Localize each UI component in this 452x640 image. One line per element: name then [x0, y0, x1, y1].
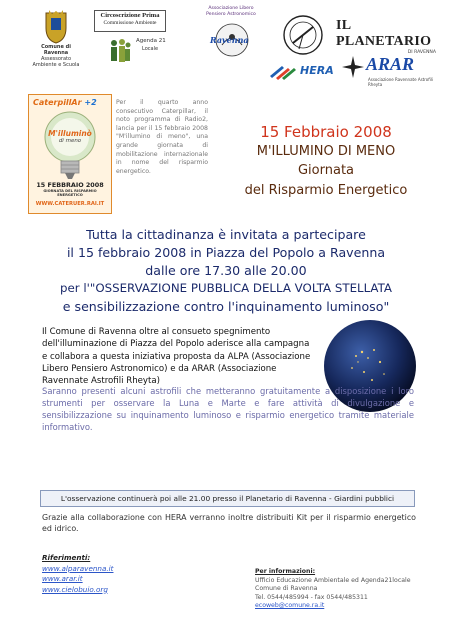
alpa-logo: [196, 6, 268, 74]
reference-link[interactable]: www.arar.it: [42, 574, 83, 583]
planetario-emblem: [278, 10, 328, 60]
comune-logo: [30, 10, 82, 68]
arar-wordmark: ARAR: [366, 54, 415, 74]
event-date: 15 Febbraio 2008: [260, 123, 392, 141]
references: [42, 553, 162, 595]
reference-link[interactable]: www.cielobuio.org: [42, 584, 108, 594]
info-line-3: Tel. 0544/485994 - fax 0544/485311: [255, 593, 368, 601]
circoscrizione-title: Circoscrizione Prima: [100, 12, 160, 19]
invitation-line-3: dalle ore 17.30 alle 20.00: [145, 263, 307, 278]
caterpillar-brand: [33, 98, 97, 107]
arar-sub: Associazione Ravennate Astrofili Rheyta: [368, 77, 433, 87]
info-email[interactable]: ecoweb@comune.ra.it: [255, 602, 325, 610]
event-name: M'ILLUMINO DI MENO: [256, 144, 396, 159]
caterpillar-description: Per il quarto anno consecutivo Caterpillar, il noto programma di Radio2, lancia per il 15 febbraio 2008 "M'illumino di meno", una grande giornata di mobilitazione internazionale in nome del risparmio energetico.: [116, 99, 208, 175]
caterpillar-poster: [28, 94, 112, 214]
hera-stripes-icon: [268, 62, 300, 80]
info-line-2: Comune di Ravenna: [255, 585, 318, 593]
reference-link[interactable]: www.alparavenna.it: [42, 563, 114, 573]
lightbulb-icon: [40, 109, 100, 181]
invitation-line-2: il 15 febbraio 2008 in Piazza del Popolo a Ravenna: [66, 245, 386, 260]
agenda21-label: Agenda 21: [136, 38, 166, 44]
caterpillar-slogan-1: M'illuminò: [48, 129, 92, 138]
planetario-title: IL PLANETARIO: [336, 18, 432, 49]
telescope-globe-icon: [281, 13, 325, 57]
caterpillar-date: 15 FEBBRAIO 2008: [36, 181, 104, 189]
alpa-arc-text: Associazione Libero Pensiero Astronomico: [206, 6, 256, 17]
star-icon: [342, 56, 364, 78]
invitation-line-1: Tutta la cittadinanza è invitata a partecipare: [86, 227, 366, 242]
planetario-sub: DI RAVENNA: [407, 50, 436, 55]
caterpillar-brand-text: CaterpillAr: [33, 98, 82, 107]
planetario-logo: [336, 18, 444, 55]
caterpillar-url[interactable]: WWW.CATERUER.RAI.IT: [35, 201, 105, 207]
arar-logo: [342, 48, 442, 88]
caterpillar-subtitle: GIORNATA DEL RISPARMIO ENERGETICO: [43, 189, 97, 197]
event-line-2: del Risparmio Energetico: [244, 183, 408, 198]
agenda21-sub: Locale: [142, 46, 159, 52]
agenda21-logo: [108, 33, 170, 71]
info-title: Per informazioni:: [255, 568, 316, 575]
caterpillar-brand-suffix: +2: [84, 98, 97, 107]
invitation-line-4: per l'"OSSERVAZIONE PUBBLICA DELLA VOLTA STELLATA: [60, 281, 392, 295]
thanks-text: Grazie alla collaborazione con HERA verranno inoltre distribuiti Kit per il risparmio energetico ed idrico.: [42, 513, 416, 534]
comune-sub: Assessorato Ambiente e Scuola: [32, 56, 80, 68]
comune-name: Comune di Ravenna: [41, 44, 71, 56]
ravenna-script: Ravenna: [210, 35, 249, 45]
contact-info: [255, 568, 420, 611]
circoscrizione-sub: Commissione Ambiente: [103, 20, 157, 26]
info-line-1: Ufficio Educazione Ambientale ed Agenda21locale: [255, 576, 411, 584]
body-paragraph-1: Il Comune di Ravenna oltre al consueto spegnimento dell'illuminazione di Piazza del Popolo aderisce alla campagna e collabora a questa iniziativa proposta da ALPA (Associazione Libero Pensiero Astronomico) e da ARAR (Associazione Ravennate Astrofili Rheyta): [42, 327, 311, 387]
planetarium-notice: L'osservazione continuerà poi alle 21.00 presso il Planetario di Ravenna - Giardini pubblici: [40, 490, 415, 507]
hera-wordmark: HERA: [300, 64, 334, 77]
caterpillar-slogan-2: di meno: [58, 138, 82, 144]
invitation-line-5: e sensibilizzazione contro l'inquinamento luminoso": [62, 299, 390, 314]
coat-of-arms-icon: [43, 10, 69, 44]
hera-logo: [268, 60, 332, 84]
agenda21-people-icon: [108, 37, 132, 67]
event-line-1: Giornata: [297, 163, 355, 178]
body-paragraph-2: Saranno presenti alcuni astrofili che metteranno gratuitamente a disposizione i loro strumenti per osservare la Luna e Marte e fare attività di divulgazione e sensibilizzazione su inquinamento luminoso e risparmio energetico tramite materiale informativo.: [42, 386, 414, 433]
circoscrizione-box: [94, 10, 166, 32]
references-title: Riferimenti:: [42, 553, 91, 562]
